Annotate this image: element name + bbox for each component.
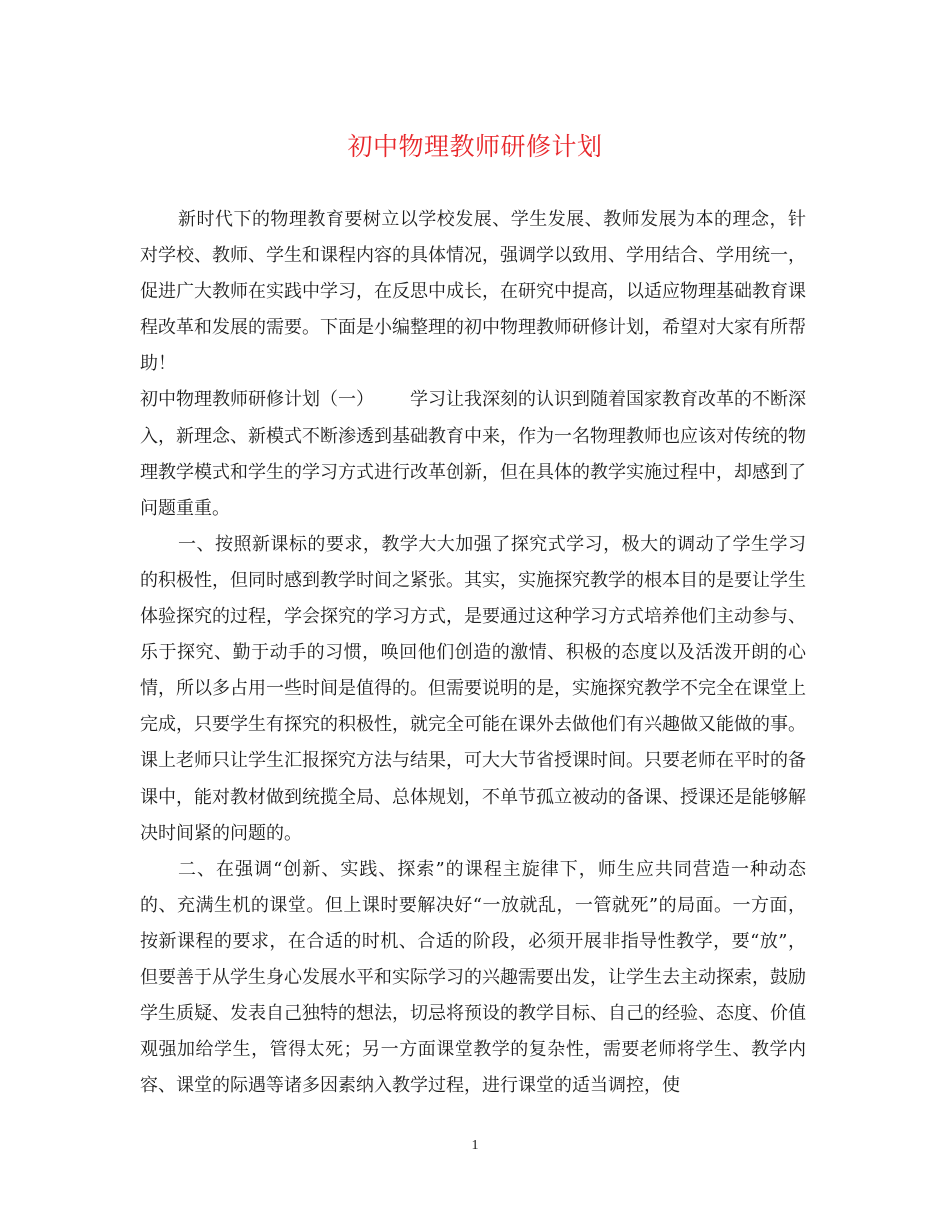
section-heading: 初中物理教师研修计划（一） [140, 389, 374, 411]
section-gap [374, 389, 410, 410]
intro-paragraph: 新时代下的物理教育要树立以学校发展、学生发展、教师发展为本的理念，针对学校、教师、学生和课程内容的具体情况，强调学以致用、学用结合、学用统一，促进广大教师在实践中学习，在反思中成长，在研究中提高，以适应物理基础教育课程改革和发展的需要。下面是小编整理的初中物理教师研修计划，希望对大家有所帮助！ [140, 209, 806, 375]
document-body [140, 202, 806, 1104]
section-paragraph [140, 382, 806, 526]
section-intro: 学习让我深刻的认识到随着国家教育改革的不断深入，新理念、新模式不断渗透到基础教育中来，作为一名物理教师也应该对传统的物理教学模式和学生的学习方式进行改革创新，但在具体的教学实施过程中，却感到了问题重重。 [140, 389, 806, 519]
document-title: 初中物理教师研修计划 [347, 132, 603, 161]
page-number: 1 [471, 1138, 479, 1153]
paragraph-one: 一、按照新课标的要求，教学大大加强了探究式学习，极大的调动了学生学习的积极性，但同时感到教学时间之紧张。其实，实施探究教学的根本目的是要让学生体验探究的过程，学会探究的学习方式，是要通过这种学习方式培养他们主动参与、乐于探究、勤于动手的习惯，唤回他们创造的激情、积极的态度以及活泼开朗的心情，所以多占用一些时间是值得的。但需要说明的是，实施探究教学不完全在课堂上完成，只要学生有探究的积极性，就完全可能在课外去做他们有兴趣做又能做的事。课上老师只让学生汇报探究方法与结果，可大大节省授课时间。只要老师在平时的备课中，能对教材做到统揽全局、总体规划，不单节孤立被动的备课、授课还是能够解决时间紧的问题的。 [140, 533, 806, 844]
paragraph-two: 二、在强调“创新、实践、探索”的课程主旋律下，师生应共同营造一种动态的、充满生机的课堂。但上课时要解决好“一放就乱，一管就死”的局面。一方面，按新课程的要求，在合适的时机、合适的阶段，必须开展非指导性教学，要“放”，但要善于从学生身心发展水平和实际学习的兴趣需要出发，让学生去主动探索，鼓励学生质疑、发表自己独特的想法，切忌将预设的教学目标、自己的经验、态度、价值观强加给学生，管得太死；另一方面课堂教学的复杂性，需要老师将学生、教学内容、课堂的际遇等诸多因素纳入教学过程，进行课堂的适当调控，使 [140, 858, 806, 1097]
